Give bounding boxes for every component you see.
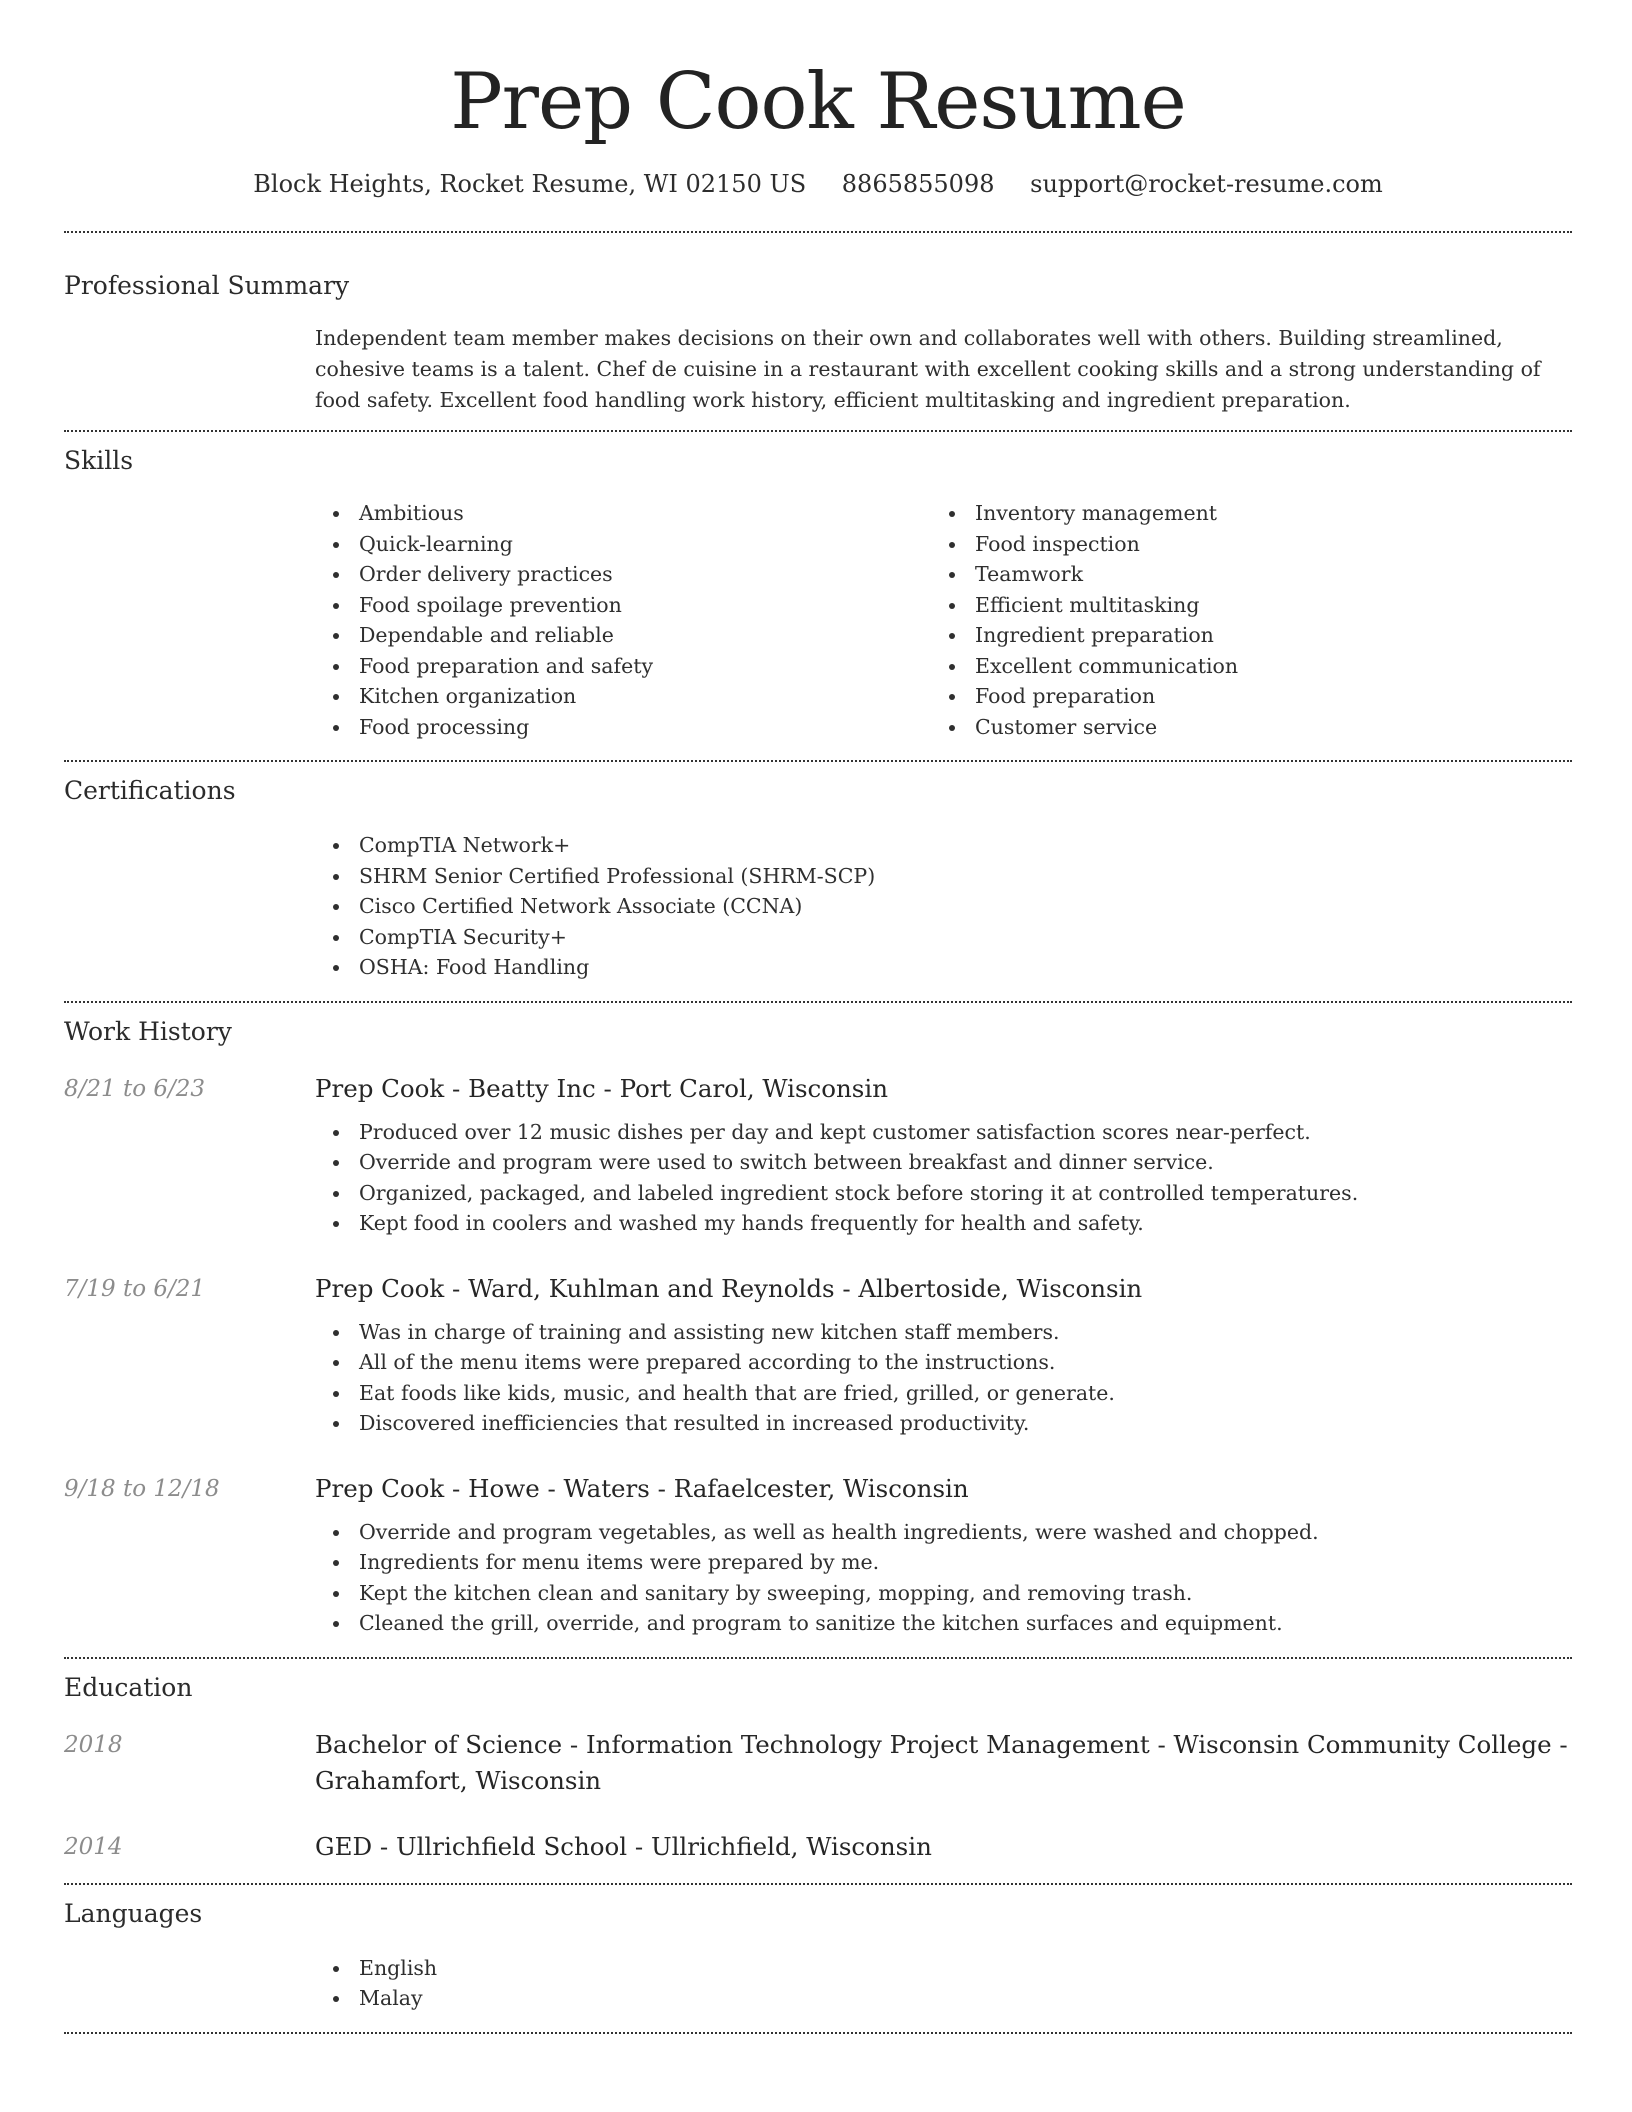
job-duties-list [315, 1317, 1572, 1439]
education-year: 2014 [64, 1833, 123, 1860]
job-duty: Eat foods like kids, music, and health that are fried, grilled, or generate. [315, 1378, 1572, 1409]
skills-section [64, 432, 1572, 760]
skill-item: Quick-learning [315, 529, 931, 560]
divider [64, 2032, 1572, 2034]
skill-item: Food inspection [931, 529, 1547, 560]
job-duty: Override and program were used to switch between breakfast and dinner service. [315, 1147, 1572, 1178]
job-entry [64, 1471, 1572, 1639]
job-dates: 9/18 to 12/18 [64, 1475, 220, 1502]
job-title: Prep Cook - Ward, Kuhlman and Reynolds - Albertoside, Wisconsin [315, 1273, 1143, 1303]
job-duty: All of the menu items were prepared according to the instructions. [315, 1347, 1572, 1378]
skill-item: Ambitious [315, 498, 931, 529]
skills-heading: Skills [64, 446, 134, 475]
resume-page [64, 0, 1572, 2034]
certifications-list [315, 830, 1572, 983]
skill-item: Food preparation and safety [315, 651, 931, 682]
education-section [64, 1659, 1572, 1865]
job-duty: Kept the kitchen clean and sanitary by sweeping, mopping, and removing trash. [315, 1578, 1572, 1609]
education-heading: Education [64, 1672, 193, 1702]
job-entry [64, 1271, 1572, 1439]
education-year: 2018 [64, 1731, 123, 1758]
skill-item: Food preparation [931, 681, 1547, 712]
summary-section [64, 233, 1572, 430]
certification-item: Cisco Certified Network Associate (CCNA) [315, 891, 1572, 922]
skill-item: Kitchen organization [315, 681, 931, 712]
language-item: Malay [315, 1983, 1572, 2014]
summary-text: Independent team member makes decisions on their own and collaborates well with others. Building streamlined, cohesive teams is a talent. Chef de cuisine in a restaurant with excellent cooking skills and a strong understanding of food safety. Excellent food handling work history, efficient multitasking and ingredient preparation. [315, 326, 1541, 412]
work-history-heading: Work History [64, 1016, 232, 1046]
education-entry [64, 1727, 1572, 1799]
job-duties-list [315, 1117, 1572, 1239]
job-duties-list [315, 1517, 1572, 1639]
education-title: GED - Ullrichfield School - Ullrichfield, Wisconsin [315, 1831, 932, 1861]
job-duty: Organized, packaged, and labeled ingredient stock before storing it at controlled temperatures. [315, 1178, 1572, 1209]
job-title: Prep Cook - Beatty Inc - Port Carol, Wisconsin [315, 1073, 888, 1103]
job-title: Prep Cook - Howe - Waters - Rafaelcester, Wisconsin [315, 1473, 969, 1503]
job-duty: Cleaned the grill, override, and program to sanitize the kitchen surfaces and equipment. [315, 1608, 1572, 1639]
job-dates: 7/19 to 6/21 [64, 1275, 206, 1302]
certification-item: CompTIA Security+ [315, 922, 1572, 953]
job-duty: Was in charge of training and assisting new kitchen staff members. [315, 1317, 1572, 1348]
skill-item: Food processing [315, 712, 931, 743]
job-duty: Discovered inefficiencies that resulted in increased productivity. [315, 1408, 1572, 1439]
job-entry [64, 1071, 1572, 1239]
job-duty: Produced over 12 music dishes per day and kept customer satisfaction scores near-perfect. [315, 1117, 1572, 1148]
skill-item: Food spoilage prevention [315, 590, 931, 621]
skill-item: Teamwork [931, 559, 1547, 590]
job-duty: Kept food in coolers and washed my hands frequently for health and safety. [315, 1208, 1572, 1239]
work-history-section [64, 1003, 1572, 1639]
skill-item: Customer service [931, 712, 1547, 743]
summary-heading: Professional Summary [64, 271, 350, 300]
language-item: English [315, 1953, 1572, 1984]
contact-phone: 8865855098 [841, 170, 995, 198]
job-duty: Override and program vegetables, as well as health ingredients, were washed and chopped. [315, 1517, 1572, 1548]
skills-list-right [931, 498, 1547, 742]
languages-heading: Languages [64, 1898, 203, 1928]
contact-line [64, 166, 1572, 202]
skill-item: Order delivery practices [315, 559, 931, 590]
certification-item: OSHA: Food Handling [315, 952, 1572, 983]
job-dates: 8/21 to 6/23 [64, 1075, 206, 1102]
education-title: Bachelor of Science - Information Technology Project Management - Wisconsin Community College - Grahamfort, Wisconsin [315, 1729, 1568, 1795]
resume-name-title: Prep Cook Resume [450, 57, 1186, 147]
education-entry [64, 1829, 1572, 1865]
skill-item: Efficient multitasking [931, 590, 1547, 621]
skill-item: Excellent communication [931, 651, 1547, 682]
skill-item: Inventory management [931, 498, 1547, 529]
skill-item: Dependable and reliable [315, 620, 931, 651]
certification-item: CompTIA Network+ [315, 830, 1572, 861]
skills-list-left [315, 498, 931, 742]
languages-list [315, 1953, 1572, 2014]
certifications-section [64, 762, 1572, 1001]
contact-address: Block Heights, Rocket Resume, WI 02150 US [253, 170, 807, 198]
languages-section [64, 1885, 1572, 2032]
job-duty: Ingredients for menu items were prepared by me. [315, 1547, 1572, 1578]
skill-item: Ingredient preparation [931, 620, 1547, 651]
contact-email: support@rocket-resume.com [1030, 170, 1383, 198]
certifications-heading: Certifications [64, 776, 236, 805]
certification-item: SHRM Senior Certified Professional (SHRM-SCP) [315, 861, 1572, 892]
